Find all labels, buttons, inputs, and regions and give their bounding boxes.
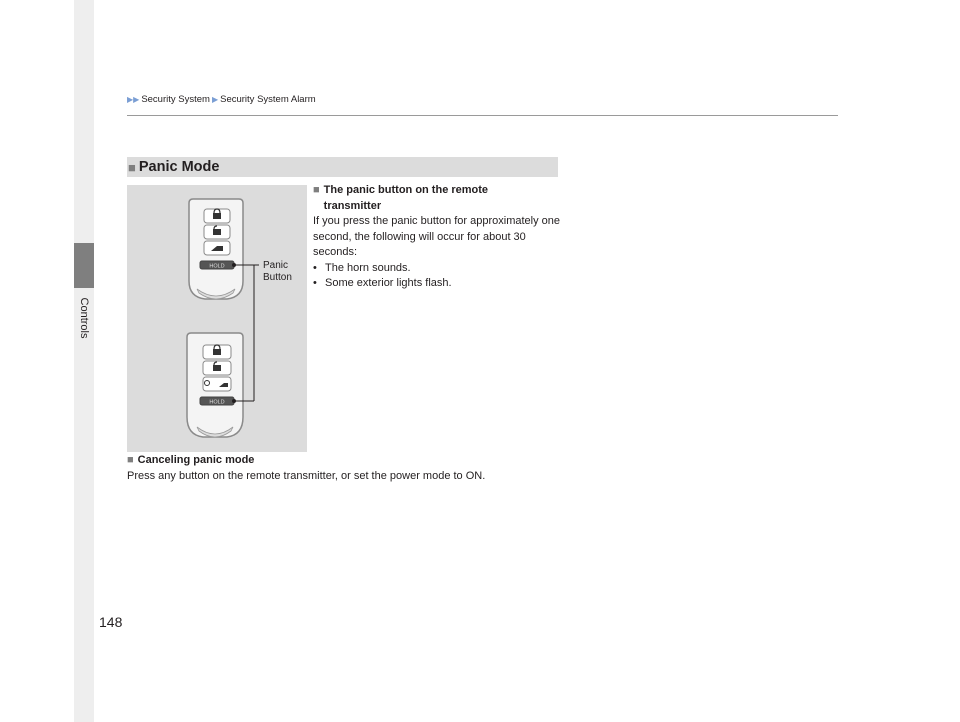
heading-square-icon: ■: [313, 184, 320, 196]
panic-button-heading: [313, 183, 563, 214]
list-item: • Some exterior lights flash.: [313, 276, 563, 292]
section-square-icon: ■: [128, 159, 136, 175]
heading-square-icon: ■: [127, 454, 134, 466]
heading-line: The panic button on the remote: [323, 184, 489, 196]
heading-line: transmitter: [323, 199, 382, 212]
breadcrumb-arrow-icon: ▶: [211, 94, 219, 104]
canceling-heading: ■ Canceling panic mode: [127, 453, 485, 469]
breadcrumb-arrow-icon: ▶▶: [127, 94, 140, 104]
side-section-label: Controls: [78, 297, 90, 339]
remote-illustration: [127, 185, 307, 452]
panic-button-body: If you press the panic button for approximately one second, the following will occur for about 30 seconds:: [313, 215, 561, 258]
bullet-icon: •: [313, 277, 317, 289]
panic-button-callout: [263, 260, 292, 284]
remote-drawing: [127, 185, 307, 452]
svg-text:HOLD: HOLD: [209, 263, 225, 270]
callout-line: Button: [263, 272, 292, 283]
remote-fob-bottom: [187, 333, 243, 437]
remote-fob-top: [189, 199, 243, 299]
side-tab-active-marker: [74, 243, 94, 288]
effects-list: [313, 261, 563, 292]
page-number: 148: [99, 614, 123, 630]
section-title: Panic Mode: [138, 159, 220, 175]
section-header: [127, 157, 558, 177]
header-rule: [127, 115, 838, 116]
svg-text:HOLD: HOLD: [209, 399, 225, 406]
side-tab-strip: [74, 0, 94, 722]
bullet-icon: •: [313, 261, 317, 274]
breadcrumb-item[interactable]: Security System: [141, 94, 210, 105]
panic-button-description: [313, 183, 563, 292]
callout-line: Panic: [263, 260, 289, 271]
canceling-section: [127, 453, 485, 484]
breadcrumb: [127, 94, 316, 105]
list-item: • The horn sounds.: [313, 261, 563, 277]
canceling-body: Press any button on the remote transmitter, or set the power mode to ON.: [127, 469, 486, 482]
breadcrumb-item[interactable]: Security System Alarm: [220, 94, 316, 105]
